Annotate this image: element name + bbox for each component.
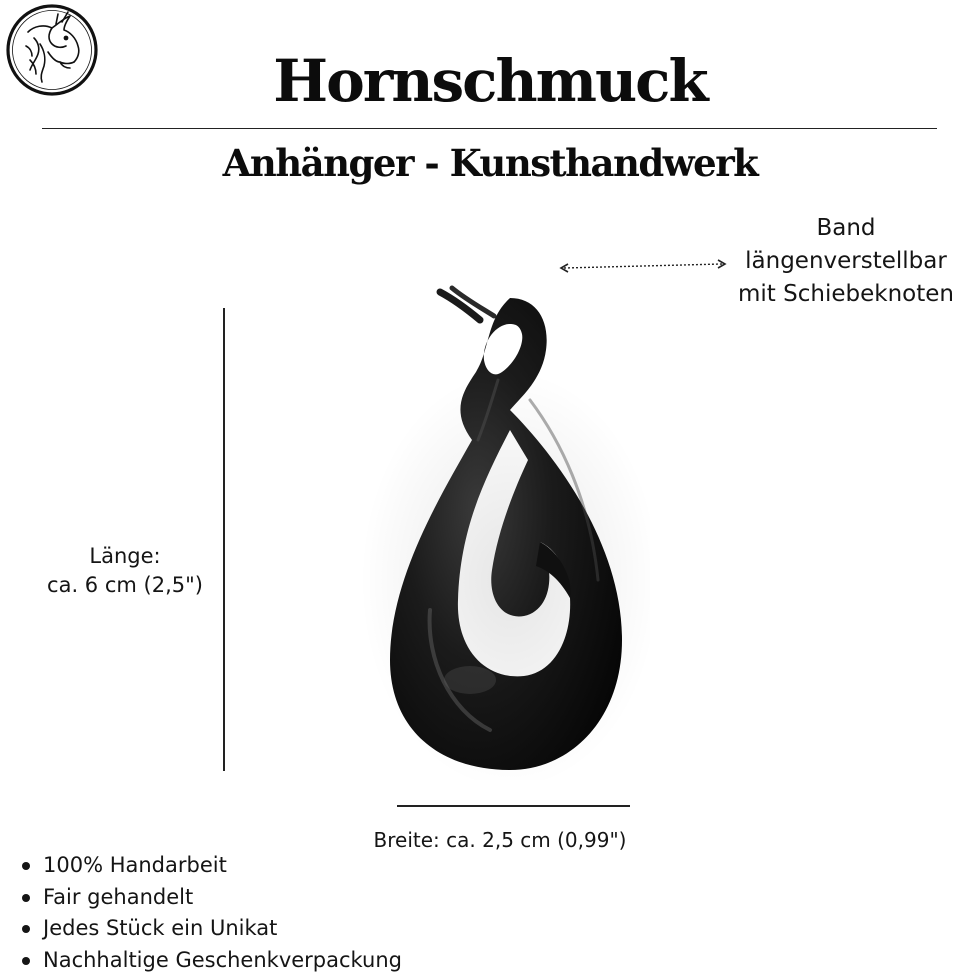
features-list: [20, 850, 402, 976]
list-item: [20, 850, 402, 882]
title-divider: [42, 128, 937, 129]
width-dimension-line: [397, 805, 630, 807]
length-annotation-line-2: ca. 6 cm (2,5"): [47, 573, 203, 597]
band-annotation-line-1: Band: [816, 215, 876, 241]
page-title: Hornschmuck: [273, 47, 707, 115]
list-item: [20, 945, 402, 977]
bullet-icon: [22, 925, 30, 933]
feature-text: 100% Handarbeit: [43, 853, 227, 877]
feature-text: Fair gehandelt: [43, 884, 194, 909]
bullet-icon: [22, 957, 30, 965]
list-item: [20, 882, 402, 914]
band-annotation-line-2: längenverstellbar: [745, 248, 947, 274]
width-annotation: Breite: ca. 2,5 cm (0,99"): [373, 828, 627, 852]
double-arrow-icon: [556, 256, 732, 276]
length-annotation-line-1: Länge:: [89, 544, 161, 568]
list-item: [20, 913, 402, 945]
band-annotation-line-3: mit Schiebeknoten: [738, 281, 954, 307]
page-subtitle: Anhänger - Kunsthandwerk: [222, 141, 758, 185]
band-annotation: [712, 212, 980, 311]
feature-text: Jedes Stück ein Unikat: [43, 916, 278, 940]
feature-text: Nachhaltige Geschenkverpackung: [43, 947, 403, 972]
length-annotation: [30, 542, 220, 600]
length-dimension-line: [223, 308, 225, 771]
bullet-icon: [22, 894, 30, 902]
pendant-image: [360, 280, 650, 780]
bullet-icon: [22, 862, 30, 870]
